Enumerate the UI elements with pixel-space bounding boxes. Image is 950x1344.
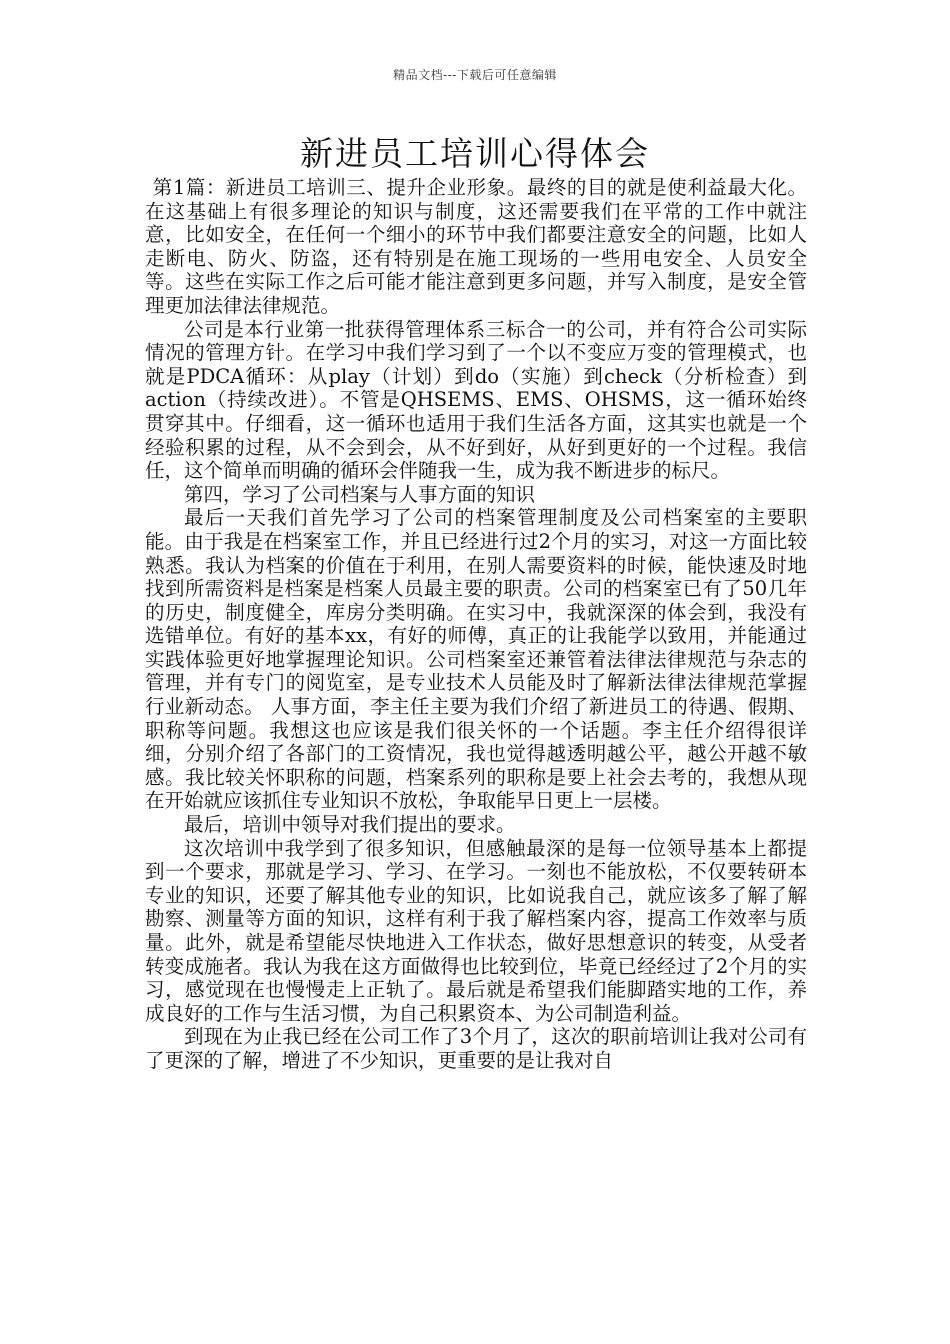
- paragraph-4: 最后一天我们首先学习了公司的档案管理制度及公司档案室的主要职能。由于我是在档案室工作，并且已经进行过2个月的实习，对这一方面比较熟悉。我认为档案的价值在于利用，在别人需要资料的时候，能快速及时地找到所需资料是档案是档案人员最主要的职责。公司的档案室已有了50几年的历史，制度健全，库房分类明确。在实习中，我就深深的体会到，我没有选错单位。有好的基本xx，有好的师傅，真正的让我能学以致用，并能通过实践体验更好地掌握理论知识。公司档案室还兼管着法律法律规范与杂志的管理，并有专门的阅览室，是专业技术人员能及时了解新法律法律规范掌握行业新动态。 人事方面，李主任主要为我们介绍了新进员工的待遇、假期、职称等问题。我想这也应该是我们很关怀的一个话题。李主任介绍得很详细，分别介绍了各部门的工资情况，我也觉得越透明越公平，越公开越不敏感。我比较关怀职称的问题，档案系列的职称是要上社会去考的，我想从现在开始就应该抓住专业知识不放松，争取能早日更上一层楼。: [145, 506, 807, 813]
- paragraph-7: 到现在为止我已经在公司工作了3个月了，这次的职前培训让我对公司有了更深的了解，增进了不少知识，更重要的是让我对自: [145, 1025, 807, 1072]
- paragraph-2: 公司是本行业第一批获得管理体系三标合一的公司，并有符合公司实际情况的管理方针。在学习中我们学习到了一个以不变应万变的管理模式，也就是PDCA循环：从play（计划）到do（实施）到check（分析检查）到action（持续改进）。不管是QHSEMS、EMS、OHSMS，这一循环始终贯穿其中。仔细看，这一循环也适用于我们生活各方面，这其实也就是一个经验积累的过程，从不会到会，从不好到好，从好到更好的一个过程。我信任，这个简单而明确的循环会伴随我一生，成为我不断进步的标尺。: [145, 317, 807, 483]
- paragraph-1: 第1篇：新进员工培训三、提升企业形象。最终的目的就是使利益最大化。在这基础上有很多理论的知识与制度，这还需要我们在平常的工作中就注意，比如安全，在任何一个细小的环节中我们都要注意安全的问题，比如人走断电、防火、防盗，还有特别是在施工现场的一些用电安全、人员安全等。这些在实际工作之后可能才能注意到更多问题，并写入制度，是安全管理更加法律法律规范。: [145, 176, 807, 317]
- paragraph-5-heading: 最后，培训中领导对我们提出的要求。: [184, 813, 516, 837]
- paragraph-3-heading: 第四，学习了公司档案与人事方面的知识: [184, 482, 536, 506]
- document-body: [145, 176, 807, 1073]
- document-title: 新进员工培训心得体会: [300, 134, 650, 173]
- paragraph-6: 这次培训中我学到了很多知识，但感触最深的是每一位领导基本上都提到一个要求，那就是学习、学习、在学习。一刻也不能放松，不仅要转研本专业的知识，还要了解其他专业的知识，比如说我自己，就应该多了解了解勘察、测量等方面的知识，这样有利于我了解档案内容，提高工作效率与质量。此外，就是希望能尽快地进入工作状态，做好思想意识的转变，从受者转变成施者。我认为我在这方面做得也比较到位，毕竟已经经过了2个月的实习，感觉现在也慢慢走上正轨了。最后就是希望我们能脚踏实地的工作，养成良好的工作与生活习惯，为自己积累资本、为公司制造利益。: [145, 836, 807, 1025]
- page-header-note: 精品文档---下载后可任意编辑: [393, 68, 557, 82]
